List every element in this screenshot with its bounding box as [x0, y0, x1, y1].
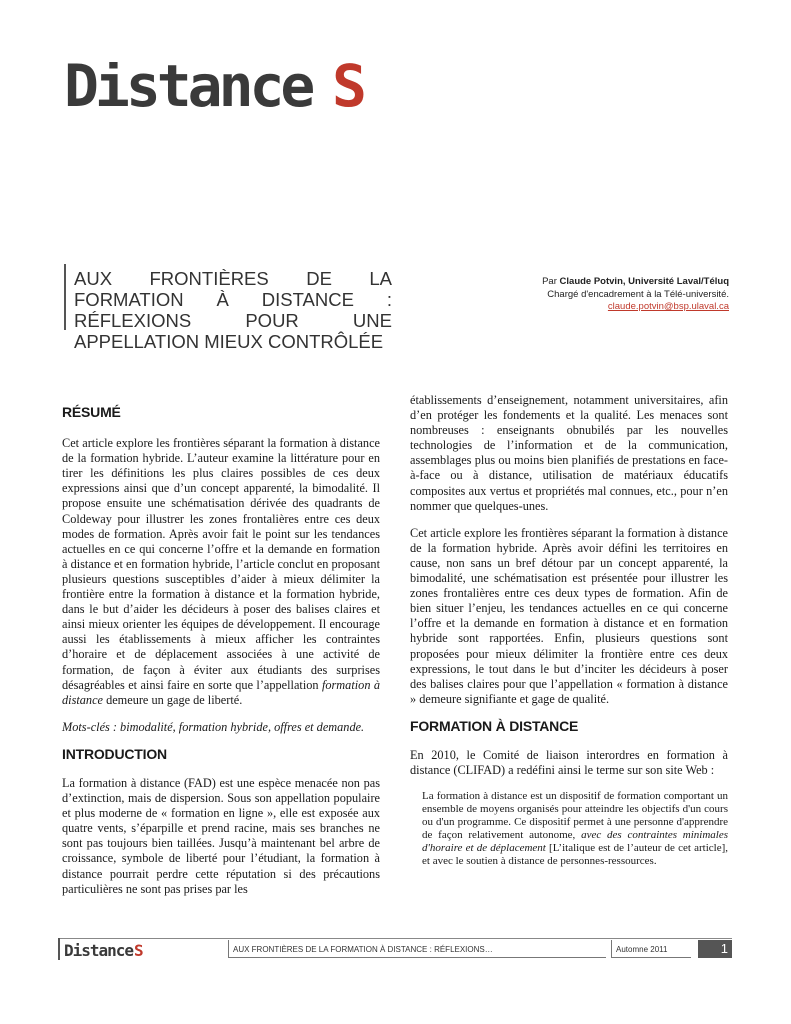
- fad-paragraph-1: En 2010, le Comité de liaison interordres en formation à distance (CLIFAD) a redéfini ainsi le terme sur son site Web :: [410, 747, 728, 778]
- left-column: [62, 393, 380, 909]
- intro-paragraph-1: La formation à distance (FAD) est une espèce menacée non pas d’extinction, mais de dispersion. Sous son appellation populaire et plus moderne de « formation en ligne », elle est exposée aux quatre vents, s’éparpille et prend racine, mais ses branches ne sont pas toujours bien taillées. Jusqu’à maintenant bel arbre de croissance, symbole de liberté pour l’étudiant, la formation à distance pourrait perdre cette réputation si des précautions particulières ne sont pas prises par les: [62, 775, 380, 896]
- resume-heading: RÉSUMÉ: [62, 404, 121, 420]
- quote-text-end: [L’italique est de l’auteur de cet article], et avec le soutien à distance de personnes-ressources.: [422, 842, 728, 868]
- author-name: Claude Potvin, Université Laval/Téluq: [559, 276, 729, 287]
- intro-paragraph-2: Cet article explore les frontières séparant la formation à distance de la formation hybride. Après avoir défini les territoires en cause, non sans un bref détour par un concept apparenté, la bimodalité, une schématisation est présentée pour illustrer les zones frontalières entre ces deux types de formation. Afin de bien situer l’enjeu, les tendances actuelles en ce qui concerne l’offre et la demande en formation à distance et en formation hybride sont rapportées. Enfin, plusieurs questions sont proposées pour mieux délimiter la frontière entre ces deux expressions, le tout dans le but d’inciter les décideurs à poser des balises claires pour que l’appellation « formation à distance » demeure signifiante et gage de qualité.: [410, 525, 728, 706]
- logo-wordmark: [64, 62, 384, 112]
- logo-text-main: Distance: [64, 62, 312, 112]
- page-number: 1: [698, 940, 732, 958]
- author-block: [489, 276, 729, 314]
- quote-emphasis: avec des contraintes minimales d'horaire et de déplacement: [422, 829, 728, 855]
- right-column: [410, 393, 728, 868]
- article-title: AUX FRONTIÈRES DE LA FORMATION À DISTANCE : RÉFLEXIONS POUR UNE APPELLATION MIEUX CONTRÔLÉE: [74, 268, 392, 352]
- author-line: [489, 276, 729, 289]
- page-footer: [58, 938, 732, 960]
- footer-logo: [64, 942, 154, 963]
- footer-logo-text-accent: S: [134, 942, 144, 958]
- author-email-link[interactable]: claude.potvin@bsp.ulaval.ca: [607, 301, 729, 312]
- footer-rule-top: [58, 938, 732, 939]
- resume-emphasis: formation à distance: [62, 677, 380, 707]
- resume-paragraph: [62, 436, 380, 708]
- journal-logo: [64, 62, 384, 117]
- formation-a-distance-heading: FORMATION À DISTANCE: [410, 717, 579, 734]
- footer-running-title: AUX FRONTIÈRES DE LA FORMATION À DISTANCE : RÉFLEXIONS…: [228, 940, 606, 958]
- footer-logo-wordmark: [64, 942, 154, 958]
- author-role: Chargé d'encadrement à la Télé-université.: [547, 288, 729, 300]
- quote-text: La formation à distance est un dispositif de formation comportant un ensemble de moyens organisés pour atteindre les objectifs d'un cours ou d'un programme. Ce dispositif permet à une personne d'apprendre de façon relativement autonome,: [422, 790, 728, 842]
- introduction-heading: INTRODUCTION: [62, 745, 167, 762]
- keywords: Mots-clés : bimodalité, formation hybride, offres et demande.: [62, 719, 365, 734]
- intro-paragraph-1-continued: établissements d’enseignement, notamment universitaires, afin d’en protéger les fondements et la qualité. Les menaces sont nombreuses : enseignants obnubilés par les nouvelles technologies de l’information et de la communication, assemblages plus ou moins bien planifiés de prestations en face-à-face ou à distance, utilisation de matériaux éducatifs composites aux vertus et propriétés mal connues, etc., pour n’en nommer que quelques-unes.: [410, 393, 728, 513]
- footer-rule-left: [58, 938, 60, 960]
- resume-text: Cet article explore les frontières séparant la formation à distance de la formation hybride. L’auteur examine la littérature pour en tirer les définitions les plus claires possibles de ces deux expressions ainsi que d’un concept apparenté, la bimodalité. Il propose ensuite une schématisation dérivée des quadrants de Coldeway pour illustrer les zones frontalières entre ces deux modes de formation. Après avoir fait le point sur les tendances actuelles en ce qui concerne l’offre et la demande en formation à distance et en formation hybride, l’article conclut en proposant plusieurs questions susceptibles d’aider à mieux délimiter la frontière entre la formation à distance et la formation hybride, dans le but d’aider les décideurs à poser des balises claires et ainsi mieux orienter les équipes de développement. Il encourage aussi les établissements à mieux afficher les contraintes d’horaire et de déplacement associées à une activité de formation, de façon à éviter aux étudiants des surprises désagréables et ainsi faire en sorte que l’appellation: [62, 436, 380, 692]
- footer-logo-text-main: Distance: [64, 942, 134, 958]
- author-prefix: Par: [542, 276, 557, 287]
- logo-text-accent: S: [332, 62, 367, 112]
- footer-season: Automne 2011: [611, 940, 691, 958]
- article-title-block: [64, 264, 392, 352]
- resume-text-end: demeure un gage de liberté.: [106, 692, 243, 707]
- definition-quote: [422, 790, 728, 868]
